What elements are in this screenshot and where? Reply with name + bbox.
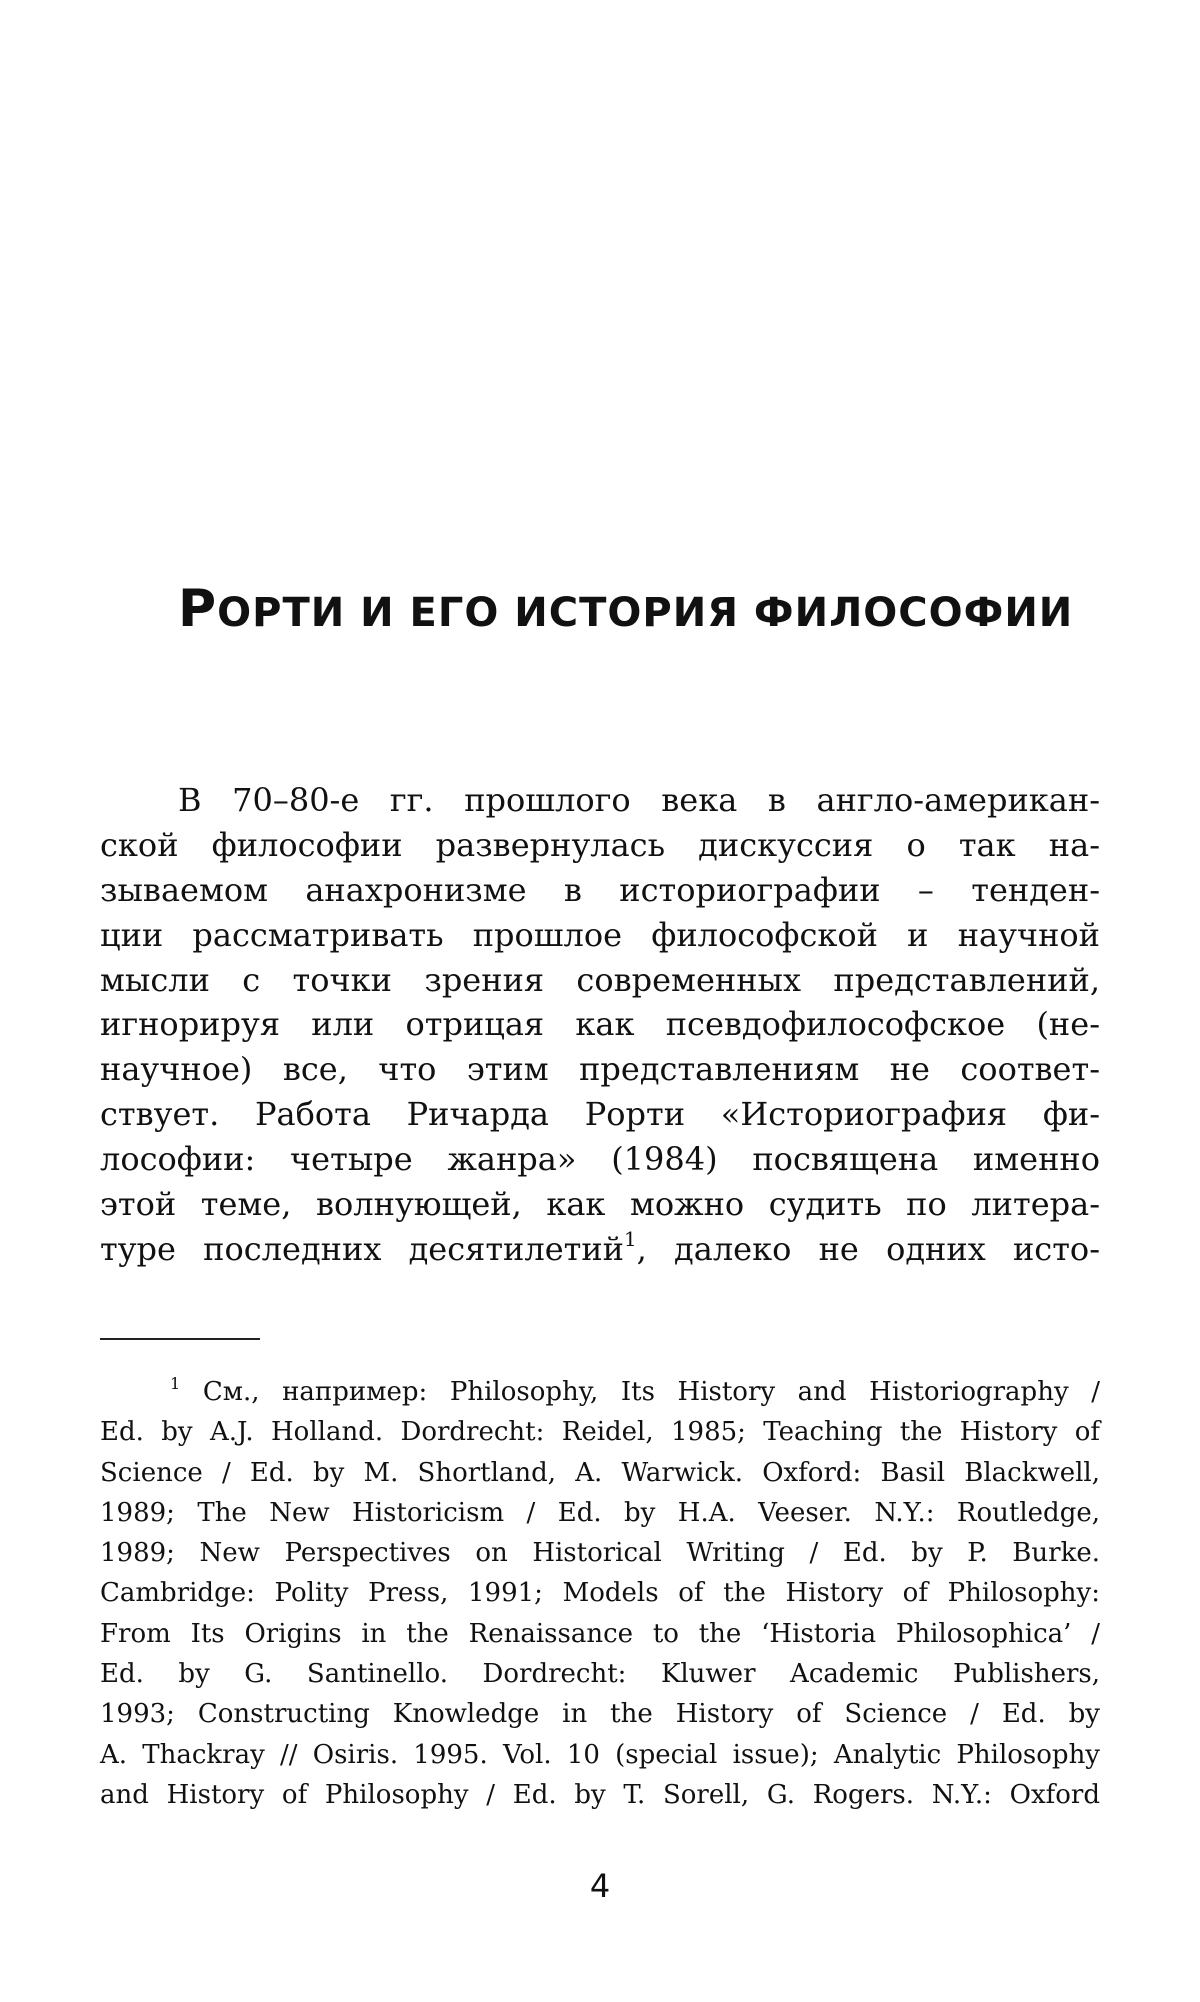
body-line: лософии: четыре жанра» (1984) посвящена именно	[100, 1140, 1100, 1179]
footnote-line: From Its Origins in the Renaissance to the ‘Historia Philosophica’ /	[100, 1618, 1100, 1649]
footnote-line: A. Thackray // Osiris. 1995. Vol. 10 (special issue); Analytic Philosophy	[100, 1739, 1100, 1770]
body-line: ции рассматривать прошлое философской и научной	[100, 915, 1100, 954]
footnote-line: Ed. by G. Santinello. Dordrecht: Kluwer Academic Publishers,	[100, 1659, 1100, 1690]
body-line: научное) все, что этим представлениям не соответ-	[100, 1050, 1100, 1089]
footnote-line: 1989; New Perspectives on Historical Writing / Ed. by P. Burke.	[100, 1538, 1100, 1569]
footnote-line: Ed. by A.J. Holland. Dordrecht: Reidel, 1985; Teaching the History of	[100, 1417, 1100, 1448]
chapter-title-rest: ОРТИ И ЕГО ИСТОРИЯ ФИЛОСОФИИ	[217, 590, 1074, 636]
body-line-last-tail: , далеко не одних исто-	[636, 1229, 1101, 1268]
footnote-first-text: См., например: Philosophy, Its History and Historiography /	[180, 1377, 1100, 1407]
footnote-reference: 1	[624, 1228, 637, 1252]
body-line: зываемом анахронизме в историографии – тенден-	[100, 870, 1100, 909]
body-line-last-text: туре последних десятилетий	[100, 1229, 625, 1268]
page-number: 4	[589, 1867, 611, 1905]
footnote-line: Cambridge: Polity Press, 1991; Models of the History of Philosophy:	[100, 1578, 1100, 1609]
footnote-line-first	[100, 1372, 1100, 1412]
footnote-line: and History of Philosophy / Ed. by T. Sorell, G. Rogers. N.Y.: Oxford	[100, 1779, 1100, 1810]
body-line: ской философии развернулась дискуссия о так на-	[100, 825, 1100, 864]
footnote-divider	[100, 1338, 260, 1340]
footnote	[100, 1372, 1100, 1815]
body-line: игнорируя или отрицая как псевдофилософское (не-	[100, 1005, 1100, 1044]
body-line: этой теме, волнующей, как можно судить по литера-	[100, 1185, 1100, 1224]
body-line-last	[100, 1227, 1100, 1272]
footnote-line: 1989; The New Historicism / Ed. by H.A. Veeser. N.Y.: Routledge,	[100, 1497, 1100, 1528]
body-line: ствует. Работа Ричарда Рорти «Историография фи-	[100, 1095, 1100, 1134]
body-paragraph	[100, 778, 1100, 1272]
footnote-line: Science / Ed. by M. Shortland, A. Warwick. Oxford: Basil Blackwell,	[100, 1457, 1100, 1488]
footnote-line: 1993; Constructing Knowledge in the History of Science / Ed. by	[100, 1699, 1100, 1730]
chapter-title	[178, 579, 1078, 639]
footnote-marker: 1	[170, 1373, 181, 1393]
body-line: мысли с точки зрения современных представлений,	[100, 960, 1100, 999]
body-line: В 70–80-е гг. прошлого века в англо-американ-	[178, 781, 1100, 819]
chapter-title-initial: Р	[178, 579, 218, 639]
